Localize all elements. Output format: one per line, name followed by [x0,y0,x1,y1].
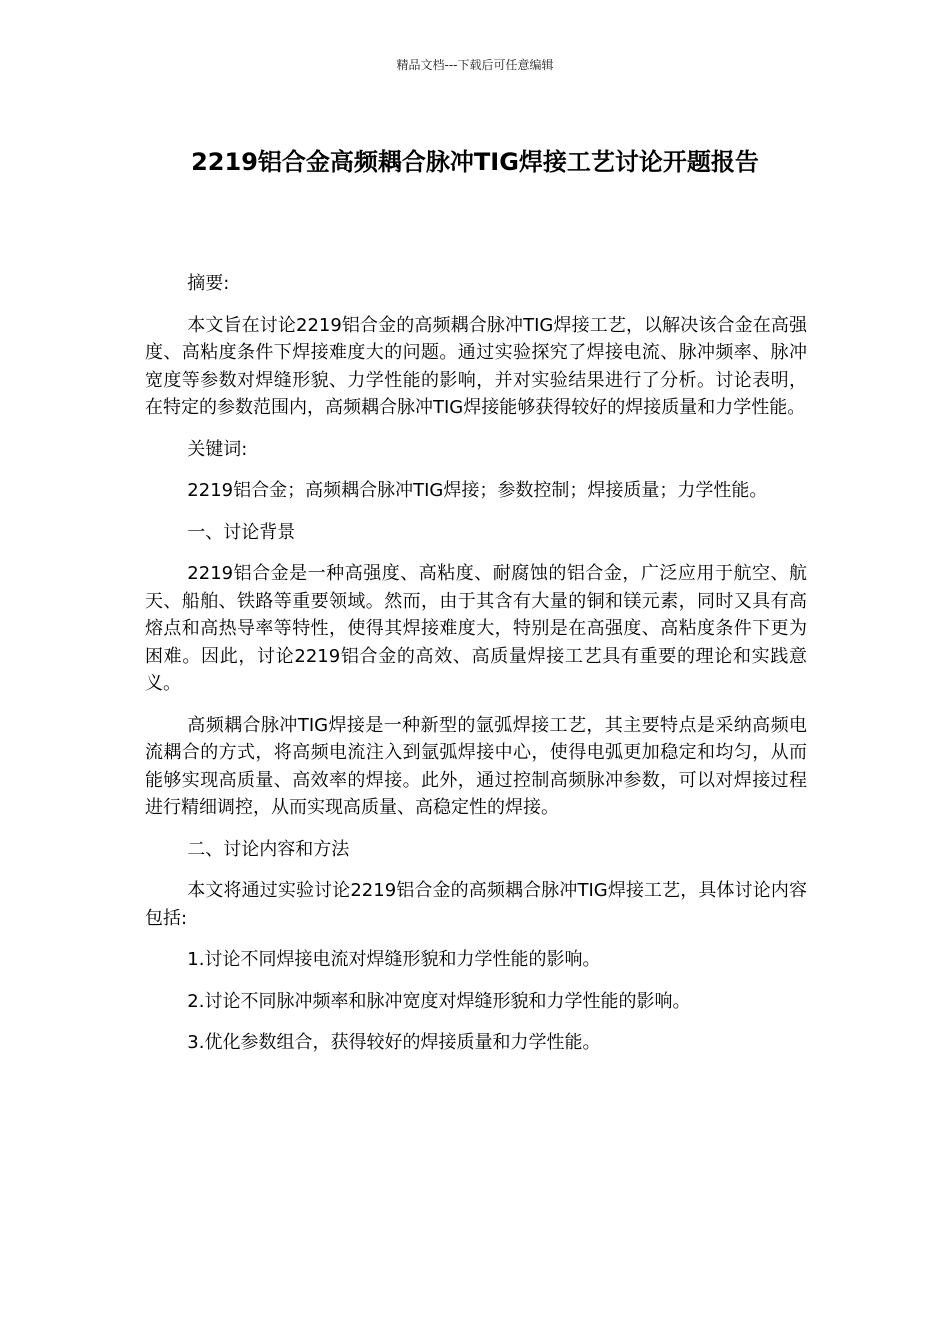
document-title: 2219铝合金高频耦合脉冲TIG焊接工艺讨论开题报告 [191,148,759,176]
background-paragraph-2: 高频耦合脉冲TIG焊接是一种新型的氩弧焊接工艺，其主要特点是采纳高频电流耦合的方式，将高频电流注入到氩弧焊接中心，使得电弧更加稳定和均匀，从而能够实现高质量、高效率的焊接。此外，通过控制高频脉冲参数，可以对焊接过程进行精细调控，从而实现高质量、高稳定性的焊接。 [145,714,807,818]
section-heading-content-method: 二、讨论内容和方法 [187,838,350,860]
keywords-paragraph: 2219铝合金；高频耦合脉冲TIG焊接；参数控制；焊接质量；力学性能。 [187,480,768,501]
abstract-paragraph: 本文旨在讨论2219铝合金的高频耦合脉冲TIG焊接工艺，以解决该合金在高强度、高粘度条件下焊接难度大的问题。通过实验探究了焊接电流、脉冲频率、脉冲宽度等参数对焊缝形貌、力学性能的影响，并对实验结果进行了分析。讨论表明，在特定的参数范围内，高频耦合脉冲TIG焊接能够获得较好的焊接质量和力学性能。 [145,314,807,418]
keywords-label: 关键词: [187,438,248,460]
content-intro-paragraph: 本文将通过实验讨论2219铝合金的高频耦合脉冲TIG焊接工艺，具体讨论内容包括: [145,880,807,929]
background-paragraph-1: 2219铝合金是一种高强度、高粘度、耐腐蚀的铝合金，广泛应用于航空、航天、船舶、铁路等重要领域。然而，由于其含有大量的铜和镁元素，同时又具有高熔点和高热导率等特性，使得其焊接难度大，特别是在高强度、高粘度条件下更为困难。因此，讨论2219铝合金的高效、高质量焊接工艺具有重要的理论和实践意义。 [145,563,807,694]
list-item: 2.讨论不同脉冲频率和脉冲宽度对焊缝形貌和力学性能的影响。 [187,990,691,1012]
page-header: 精品文档---下载后可任意编辑 [396,58,554,72]
list-item: 1.讨论不同焊接电流对焊缝形貌和力学性能的影响。 [187,949,601,970]
section-heading-background: 一、讨论背景 [187,521,296,543]
abstract-label: 摘要: [187,273,230,294]
list-item: 3.优化参数组合，获得较好的焊接质量和力学性能。 [187,1032,601,1053]
document-body [145,270,807,1071]
